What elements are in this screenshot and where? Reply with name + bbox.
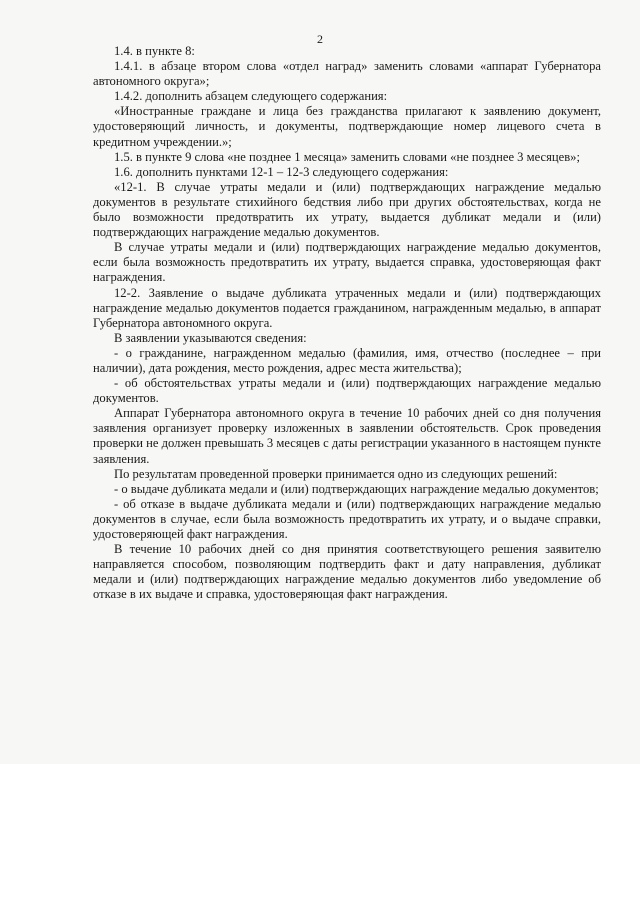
list-item-citizen-info: - о гражданине, награжденном медалью (фамилия, имя, отчество (последнее – при наличии), дата рождения, место рождения, адрес места жительства); xyxy=(93,345,601,375)
paragraph-1-4: 1.4. в пункте 8: xyxy=(114,44,195,58)
list-item-issue-duplicate: - о выдаче дубликата медали и (или) подтверждающих награждение медалью документов; xyxy=(114,481,599,496)
list-item-refusal: - об отказе в выдаче дубликата медали и (или) подтверждающих награждение медалью документов в случае, если была возможность предотвратить их утрату, и о выдаче справки, удостоверяющей факт награждения. xyxy=(93,496,601,541)
paragraph-notification: В течение 10 рабочих дней со дня принятия соответствующего решения заявителю направляется способом, позволяющим подтвердить факт и дату направления, дубликат медали и (или) подтверждающих награждение медалью документов либо уведомление об отказе в их выдаче и справка, удостоверяющая факт награждения. xyxy=(93,542,601,602)
paragraph-12-1: «12-1. В случае утраты медали и (или) подтверждающих награждение медалью документов в результате стихийного бедствия либо при других обстоятельствах, когда не было возможности предотвратить их утрату, выдается дубликат медали и (или) подтверждающих награждение медалью документов. xyxy=(93,179,601,240)
page-number: 2 xyxy=(317,32,323,46)
paragraph-1-5: 1.5. в пункте 9 слова «не позднее 1 месяца» заменить словами «не позднее 3 месяцев»; xyxy=(114,149,580,164)
paragraph-foreign-citizens: «Иностранные граждане и лица без гражданства прилагают к заявлению документ, удостоверяющий личность, и документы, подтверждающие номер лицевого счета в кредитном учреждении.»; xyxy=(93,104,601,149)
paragraph-verification: Аппарат Губернатора автономного округа в течение 10 рабочих дней со дня получения заявления организует проверку изложенных в заявлении обстоятельств. Срок проведения проверки не должен превышать 3 месяцев с даты регистрации указанного в настоящем пункте заявления. xyxy=(93,406,601,466)
blank-area xyxy=(0,764,640,905)
paragraph-lost-medal-certificate: В случае утраты медали и (или) подтверждающих награждение медалью документов, если была возможность предотвратить их утрату, выдается справка, удостоверяющая факт награждения. xyxy=(93,240,601,285)
paragraph-1-4-1: 1.4.1. в абзаце втором слова «отдел наград» заменить словами «аппарат Губернатора автономного округа»; xyxy=(93,59,601,89)
paragraph-decisions: По результатам проведенной проверки принимается одно из следующих решений: xyxy=(114,466,558,481)
paragraph-1-6: 1.6. дополнить пунктами 12-1 – 12-3 следующего содержания: xyxy=(114,164,449,179)
paragraph-12-2: 12-2. Заявление о выдаче дубликата утраченных медали и (или) подтверждающих награждение медалью документов подается гражданином, награжденным медалью, в аппарат Губернатора автономного округа. xyxy=(93,285,601,330)
paragraph-1-4-2: 1.4.2. дополнить абзацем следующего содержания: xyxy=(114,89,388,104)
paragraph-application-info: В заявлении указываются сведения: xyxy=(114,330,307,345)
list-item-loss-circumstances: - об обстоятельствах утраты медали и (или) подтверждающих награждение медалью документов. xyxy=(93,376,601,406)
document-body xyxy=(93,44,601,602)
